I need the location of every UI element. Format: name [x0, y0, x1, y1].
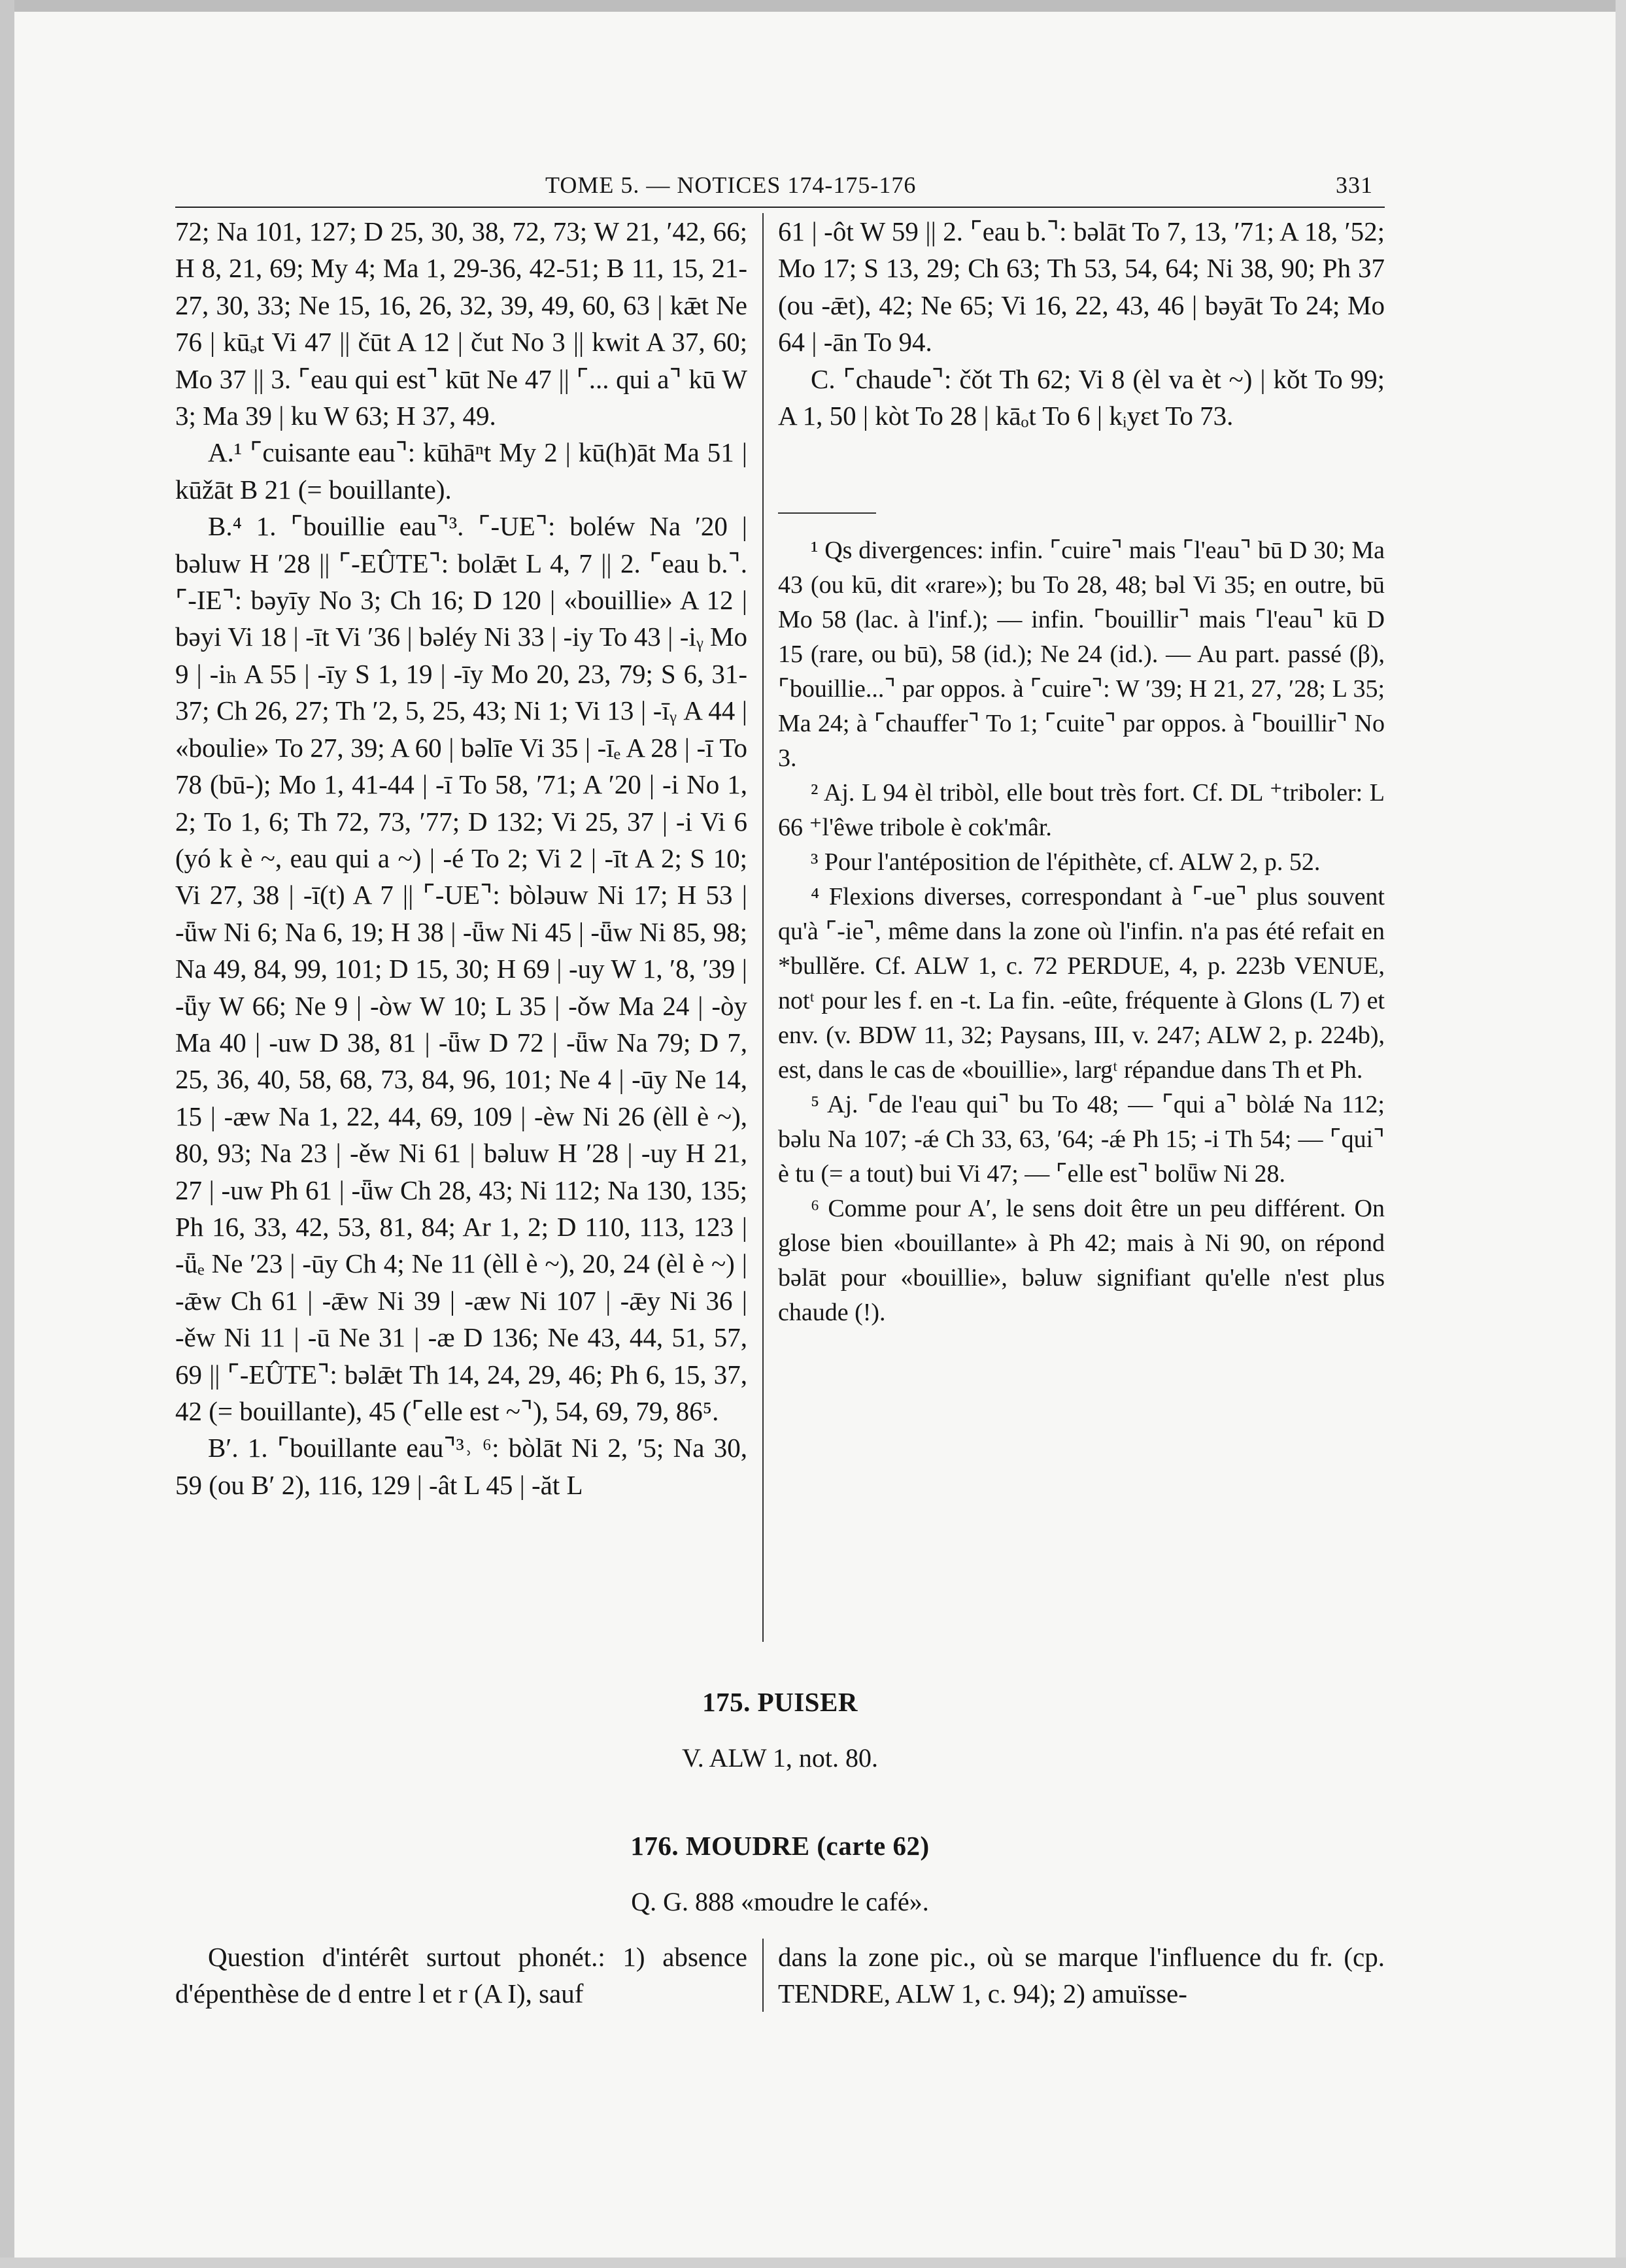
document-page — [175, 163, 1385, 2009]
left-column — [175, 213, 747, 1503]
scan-edge-bottom — [0, 2258, 1626, 2268]
section-176-right-column — [778, 1939, 1385, 2012]
section-176-column-divider — [762, 1939, 764, 2012]
section-175-reference: V. ALW 1, not. 80. — [681, 1743, 879, 1773]
left-paragraph-1: 72; Na 101, 127; D 25, 30, 38, 72, 73; W 21, ′42, 66; H 8, 21, 69; My 4; Ma 1, 29-36, 42-51; B 11, 15, 21-27, 30, 33; Ne 15, 16, 26, 32, 39, 49, 60, 63 | kǣt Ne 76 | kūₔt Vi 47 || čūt A 12 | čut No 3 || kwit A 37, 60; Mo 37 || 3. ⌜eau qui est⌝ kūt Ne 47 || ⌜... qui a⌝ kū W 3; Ma 39 | ku W 63; H 37, 49. — [175, 216, 747, 431]
scan-edge-left — [0, 0, 14, 2268]
scan-edge-top — [0, 0, 1626, 12]
header-rule — [175, 207, 1385, 208]
section-176-left-column — [175, 1939, 747, 2012]
left-paragraph-3: B.⁴ 1. ⌜bouillie eau⌝³. ⌜-UE⌝: boléw Na ′20 | bəluw H ′28 || ⌜-EÛTE⌝: bolǣt L 4, 7 || 2. ⌜eau b.⌝. ⌜-IE⌝: bəyīy No 3; Ch 16; D 120 | «bouillie» A 12 | bəyi Vi 18 | -īt Vi ′36 | bəléy Ni 33 | -iy To 43 | -iᵧ Mo 9 | -iₕ A 55 | -īy S 1, 19 | -īy Mo 20, 23, 79; S 6, 31-37; Ch 26, 27; Th ′2, 5, 25, 43; Ni 1; Vi 13 | -īᵧ A 44 | «boulie» To 27, 39; A 60 | bəlīe Vi 35 | -īₑ A 28 | -ī To 78 (bū-); Mo 1, 41-44 | -ī To 58, ′71; A ′20 | -i No 1, 2; To 1, 6; Th 72, 73, ′77; D 132; Vi 25, 37 | -i Vi 6 (yó k è ~, eau qui a ~) | -é To 2; Vi 2 | -īt A 2; S 10; Vi 27, 38 | -ī(t) A 7 || ⌜-UE⌝: bòləuw Ni 17; H 53 | -ǖw Ni 6; Na 6, 19; H 38 | -ǖw Ni 45 | -ǖw Ni 85, 98; Na 49, 84, 99, 101; D 15, 30; H 69 | -uy W 1, ′8, ′39 | -ǖy W 66; Ne 9 | -òw W 10; L 35 | -ǒw Ma 24 | -òy Ma 40 | -uw D 38, 81 | -ǖw D 72 | -ǖw Na 79; D 7, 25, 36, 40, 58, 68, 73, 84, 96, 101; Ne 4 | -ūy Ne 14, 15 | -æw Na 1, 22, 44, 69, 109 | -èw Ni 26 (èll è ~), 80, 93; Na 23 | -ěw Ni 61 | bəluw H ′28 | -uy H 21, 27 | -uw Ph 61 | -ǖw Ch 28, 43; Ni 112; Na 130, 135; Ph 16, 33, 42, 53, 81, 84; Ar 1, 2; D 110, 113, 123 | -ǖₑ Ne ′23 | -ūy Ch 4; Ne 11 (èll è ~), 20, 24 (èl è ~) | -ǣw Ch 61 | -ǣw Ni 39 | -æw Ni 107 | -ǣy Ni 36 | -ěw Ni 11 | -ū Ne 31 | -æ D 136; Ne 43, 44, 51, 57, 69 || ⌜-EÛTE⌝: bəlǣt Th 14, 24, 29, 46; Ph 6, 15, 37, 42 (= bouillante), 45 (⌜elle est ~⌝), 54, 69, 79, 86⁵. — [175, 511, 747, 1426]
right-paragraph-1: 61 | -ôt W 59 || 2. ⌜eau b.⌝: bəlāt To 7, 13, ′71; A 18, ′52; Mo 17; S 13, 29; Ch 63; Th 53, 54, 64; Ni 38, 90; Ph 37 (ou -ǣt), 42; Ne 65; Vi 16, 22, 43, 46 | bəyāt To 24; Mo 64 | -ān To 94. — [778, 216, 1385, 358]
section-176 — [175, 1830, 1385, 1917]
footnote-4: ⁴ Flexions diverses, correspondant à ⌜-ue⌝ plus souvent qu'à ⌜-ie⌝, même dans la zone où l'infin. n'a pas été refait en *bullĕre. Cf. ALW 1, c. 72 PERDUE, 4, p. 223b VENUE, notᵗ pour les f. en -t. La fin. -eûte, fréquente à Glons (L 7) et env. (v. BDW 11, 32; Paysans, III, v. 247; ALW 2, p. 224b), est, dans le cas de «bouillie», largᵗ répandue dans Th et Ph. — [778, 883, 1385, 1084]
footnote-3: ³ Pour l'antéposition de l'épithète, cf. ALW 2, p. 52. — [811, 848, 1321, 876]
page-number: 331 — [1336, 172, 1373, 198]
two-column-body — [175, 213, 1385, 1795]
footnotes — [778, 533, 1385, 1330]
left-paragraph-4: B′. 1. ⌜bouillante eau⌝³˒ ⁶: bòlāt Ni 2, ′5; Na 30, 59 (ou B′ 2), 116, 129 | -ât L 45 | -ăt L — [175, 1433, 747, 1500]
right-column — [778, 213, 1385, 1330]
section-175-title: 175. PUISER — [702, 1687, 858, 1717]
section-176-title: 176. MOUDRE (carte 62) — [630, 1831, 930, 1861]
section-175 — [175, 1686, 1385, 1773]
running-head-title: TOME 5. — NOTICES 174-175-176 — [545, 172, 917, 198]
scan-edge-right — [1616, 0, 1626, 2268]
right-paragraph-2: C. ⌜chaude⌝: čǒt Th 62; Vi 8 (èl va èt ~) | kǒt To 99; A 1, 50 | kòt To 28 | kāₒt To 6 | kᵢyεt To 73. — [778, 363, 1385, 431]
section-176-right-text: dans la zone pic., où se marque l'influence du fr. (cp. TENDRE, ALW 1, c. 94); 2) amuïsse- — [778, 1942, 1385, 2009]
footnote-5: ⁵ Aj. ⌜de l'eau qui⌝ bu To 48; — ⌜qui a⌝ bòlǽ Na 112; bəlu Na 107; -ǽ Ch 33, 63, ′64; -ǽ Ph 15; -i Th 54; — ⌜qui⌝ è tu (= a tout) bui Vi 47; — ⌜elle est⌝ bolǖw Ni 28. — [778, 1091, 1385, 1188]
section-176-question: Q. G. 888 «moudre le café». — [631, 1887, 929, 1916]
footnote-2: ² Aj. L 94 èl tribòl, elle bout très fort. Cf. DL ⁺triboler: L 66 ⁺l'êwe tribole è cok'mâr. — [778, 779, 1385, 842]
column-divider — [762, 213, 764, 1642]
footnote-6: ⁶ Comme pour A′, le sens doit être un peu différent. On glose bien «bouillante» à Ph 42; mais à Ni 90, on répond bəlāt pour «bouillie», bəluw signifiant qu'elle n'est plus chaude (!). — [778, 1195, 1385, 1327]
section-176-left-text: Question d'intérêt surtout phonét.: 1) absence d'épenthèse de d entre l et r (A I), sauf — [175, 1942, 747, 2009]
footnote-rule — [778, 512, 876, 514]
footnote-1: ¹ Qs divergences: infin. ⌜cuire⌝ mais ⌜l'eau⌝ bū D 30; Ma 43 (ou kū, dit «rare»); bu To 28, 48; bəl Vi 35; en outre, bū Mo 58 (lac. à l'inf.); — infin. ⌜bouillir⌝ mais ⌜l'eau⌝ kū D 15 (rare, ou bū), 58 (id.); Ne 24 (id.). — Au part. passé (β), ⌜bouillie...⌝ par oppos. à ⌜cuire⌝: W ′39; H 21, 27, ′28; L 35; Ma 24; à ⌜chauffer⌝ To 1; ⌜cuite⌝ par oppos. à ⌜bouillir⌝ No 3. — [778, 537, 1385, 773]
left-paragraph-2: A.¹ ⌜cuisante eau⌝: kūhāⁿt My 2 | kū(h)āt Ma 51 | kūžāt B 21 (= bouillante). — [175, 437, 747, 505]
running-head — [175, 163, 1385, 203]
section-176-body — [175, 1939, 1385, 2024]
